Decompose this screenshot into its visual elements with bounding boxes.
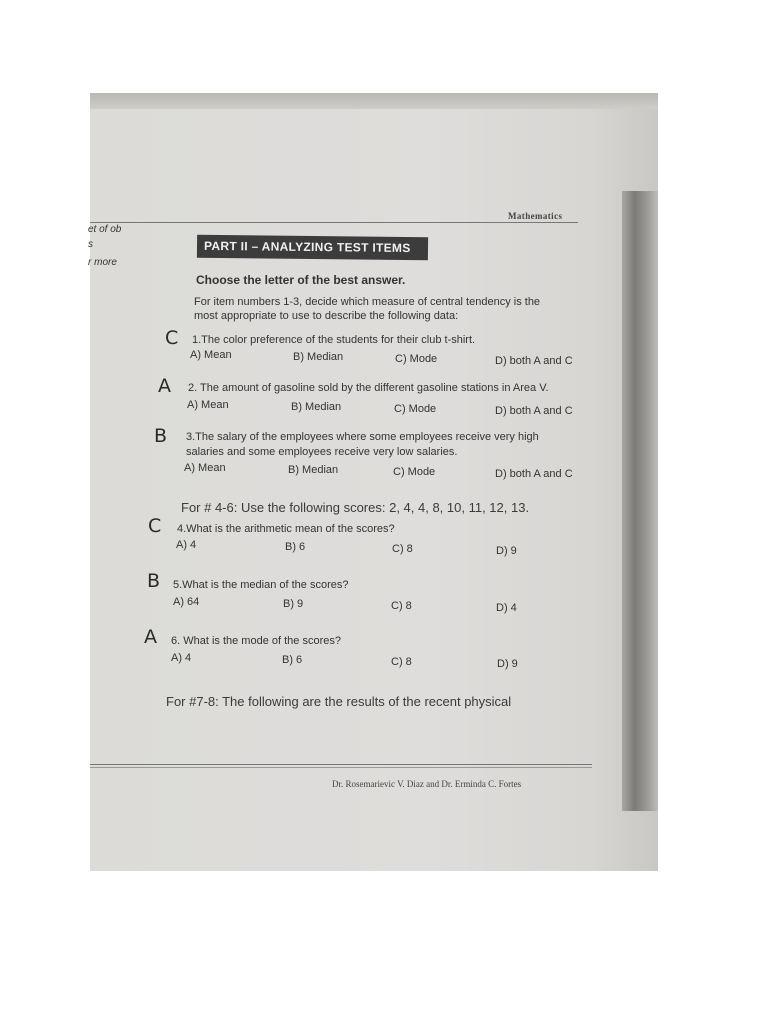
next-section-heading: For #7-8: The following are the results of the recent physical	[166, 694, 512, 709]
handwritten-answer: A	[144, 626, 157, 648]
margin-fragment: r more	[88, 257, 117, 268]
document-photo	[90, 93, 658, 871]
subinstruction-line: most appropriate to use to describe the following data:	[194, 310, 459, 322]
handwritten-answer: C	[165, 327, 179, 349]
question-text: 1.The color preference of the students for their club t-shirt.	[192, 334, 476, 346]
scores-heading: For # 4-6: Use the following scores: 2, 4, 4, 8, 10, 11, 12, 13.	[181, 500, 530, 515]
margin-fragment: et of ob	[88, 224, 122, 235]
option-a: A) Mean	[190, 349, 232, 361]
option-c: C) Mode	[393, 466, 436, 478]
option-c: C) Mode	[395, 353, 438, 365]
option-a: A) Mean	[184, 462, 226, 474]
option-a: A) 4	[176, 539, 197, 551]
option-c: C) 8	[392, 543, 413, 555]
footer-authors: Dr. Rosemarievic V. Diaz and Dr. Erminda C. Fortes	[332, 779, 522, 789]
option-d: D) both A and C	[495, 468, 573, 480]
option-b: B) 6	[282, 654, 303, 666]
option-a: A) Mean	[187, 399, 229, 411]
question-text: 5.What is the median of the scores?	[173, 579, 349, 591]
option-d: D) 4	[496, 602, 517, 614]
running-header: Mathematics	[508, 211, 563, 221]
section-banner	[197, 235, 428, 260]
instruction: Choose the letter of the best answer.	[196, 273, 406, 287]
option-b: B) Median	[288, 464, 339, 476]
option-b: B) Median	[291, 401, 342, 413]
handwritten-answer: C	[148, 515, 162, 537]
subinstruction-line: For item numbers 1-3, decide which measure of central tendency is the	[194, 296, 541, 308]
handwritten-answer: B	[147, 570, 161, 592]
option-a: A) 64	[173, 596, 200, 608]
margin-fragment: s	[88, 239, 93, 250]
question-text: 6. What is the mode of the scores?	[171, 635, 341, 647]
option-b: B) 6	[285, 541, 306, 553]
question-text: 3.The salary of the employees where some employees receive very high	[186, 431, 539, 443]
handwritten-answer: B	[154, 425, 168, 447]
option-d: D) 9	[496, 545, 517, 557]
question-text: 2. The amount of gasoline sold by the different gasoline stations in Area V.	[188, 382, 549, 394]
question-text: 4.What is the arithmetic mean of the scores?	[177, 523, 395, 535]
page-fold-shadow	[622, 191, 658, 811]
option-d: D) both A and C	[495, 405, 573, 417]
footer-rule-secondary	[90, 767, 592, 768]
handwritten-answer: A	[158, 375, 171, 397]
background-sheet-edge	[90, 93, 658, 110]
option-b: B) Median	[293, 351, 344, 363]
option-c: C) 8	[391, 656, 412, 668]
option-c: C) Mode	[394, 403, 437, 415]
option-d: D) 9	[497, 658, 518, 670]
footer-rule	[90, 764, 592, 765]
option-d: D) both A and C	[495, 355, 573, 367]
option-b: B) 9	[283, 598, 304, 610]
textbook-page	[90, 109, 658, 871]
header-rule	[90, 222, 578, 223]
option-c: C) 8	[391, 600, 412, 612]
option-a: A) 4	[171, 652, 192, 664]
section-banner-label: PART II – ANALYZING TEST ITEMS	[203, 238, 411, 256]
question-text-continued: salaries and some employees receive very low salaries.	[186, 446, 458, 458]
